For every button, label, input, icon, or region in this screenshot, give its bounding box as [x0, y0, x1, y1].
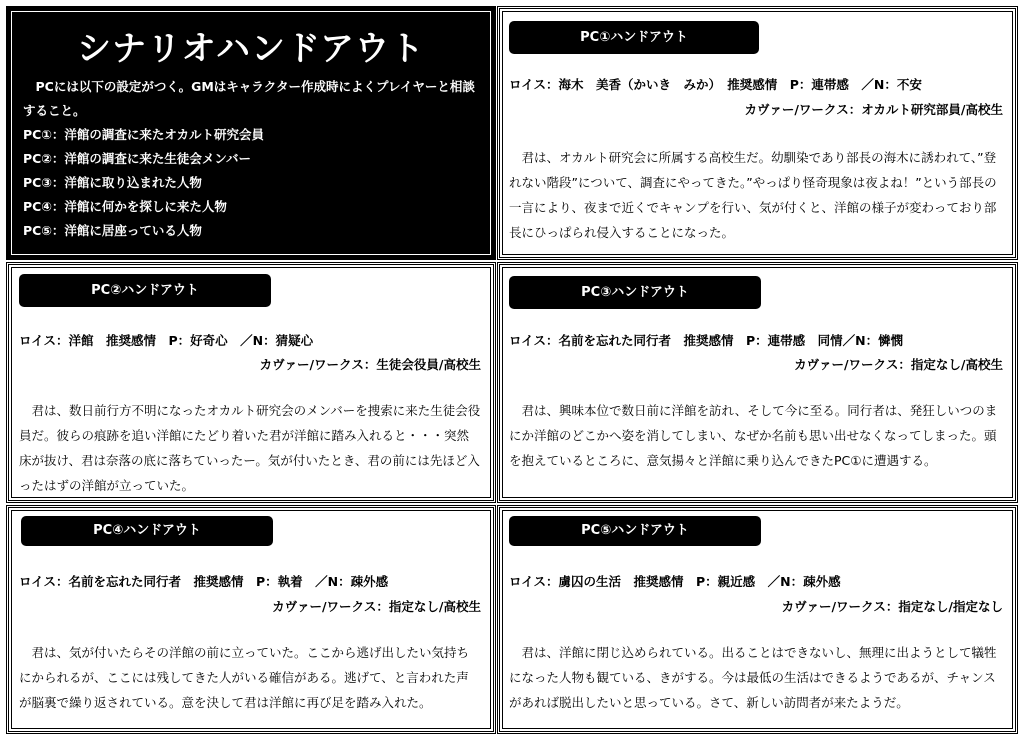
handout-pc3-lois: ロイス：名前を忘れた同行者 推奨感情 P：連帯感 同情／N：憐憫 — [509, 333, 904, 348]
intro-title: シナリオハンドアウト — [77, 29, 425, 69]
handout-pc1-title: PC①ハンドアウト — [509, 21, 759, 54]
handout-pc4-lois: ロイス：名前を忘れた同行者 推奨感情 P：執着 ／N：疎外感 — [19, 574, 389, 589]
handout-pc5 — [497, 505, 1018, 734]
handout-pc4-title: PC④ハンドアウト — [21, 516, 273, 546]
intro-panel — [6, 6, 496, 260]
intro-item-2: PC②：洋館の調査に来た生徒会メンバー — [23, 151, 252, 166]
handout-pc2-text: 君は、数日前行方不明になったオカルト研究会のメンバーを捜索に来た生徒会役員だ。彼らの痕跡を追い洋館にたどり着いた君が洋館に踏み入れると・・・突然床が抜け、君は奈落の底に落ちていったー。気が付いたとき、君の前には先ほど入ったはずの洋館が立っていた。 — [19, 403, 481, 493]
handout-pc5-title: PC⑤ハンドアウト — [509, 516, 761, 546]
handout-pc5-lois: ロイス：虜囚の生活 推奨感情 P：親近感 ／N：疎外感 — [509, 574, 841, 589]
handout-pc4-cover: カヴァー/ワークス：指定なし/高校生 — [272, 599, 481, 614]
handout-pc3-title: PC③ハンドアウト — [509, 276, 761, 309]
handout-pc3 — [497, 262, 1018, 503]
handout-pc1-lois: ロイス：海木 美香（かいき みか） 推奨感情 P：連帯感 ／N：不安 — [509, 77, 922, 92]
handout-pc2 — [6, 262, 496, 503]
handout-pc3-text: 君は、興味本位で数日前に洋館を訪れ、そして今に至る。同行者は、発狂しいつのまにか洋館のどこかへ姿を消してしまい、なぜか名前も思い出せなくなってしまった。頭を抱えているところに、意気揚々と洋館に乗り込んできたPC①に遭遇する。 — [509, 403, 998, 468]
handout-pc1-cover: カヴァー/ワークス：オカルト研究部員/高校生 — [744, 102, 1003, 117]
handout-pc1-text: 君は、オカルト研究会に所属する高校生だ。幼馴染であり部長の海木に誘われて、”登れない階段”について、調査にやってきた。”やっぱり怪奇現象は夜よね！”という部長の一言により、夜まで近くでキャンプを行い、気が付くと、洋館の様子が変わっており部長にひっぱられ侵入することになった。 — [509, 150, 997, 240]
intro-item-3: PC③：洋館に取り込まれた人物 — [23, 175, 202, 190]
intro-item-5: PC⑤：洋館に居座っている人物 — [23, 223, 202, 238]
intro-item-1: PC①：洋館の調査に来たオカルト研究会員 — [23, 127, 265, 142]
handout-pc1 — [497, 6, 1018, 260]
handout-pc5-cover: カヴァー/ワークス：指定なし/指定なし — [781, 599, 1003, 614]
handout-pc5-text: 君は、洋館に閉じ込められている。出ることはできないし、無理に出ようとして犠牲になった人物も観ている、きがする。今は最低の生活はできるようであるが、チャンスがあれば脱出したいと思っている。さて、新しい訪問者が来たようだ。 — [509, 645, 997, 710]
intro-item-4: PC④：洋館に何かを探しに来た人物 — [23, 199, 227, 214]
handout-pc4 — [6, 505, 496, 734]
handout-pc2-title: PC②ハンドアウト — [19, 274, 271, 307]
handout-pc3-cover: カヴァー/ワークス：指定なし/高校生 — [794, 357, 1003, 372]
handout-pc2-lois: ロイス：洋館 推奨感情 P：好奇心 ／N：猜疑心 — [19, 333, 314, 348]
intro-note: PCには以下の設定がつく。GMはキャラクター作成時によくプレイヤーと相談すること。 — [23, 79, 475, 118]
handout-pc4-text: 君は、気が付いたらその洋館の前に立っていた。ここから逃げ出したい気持ちにかられるが、ここには残してきた人がいる確信がある。逃げて、と言われた声が脳裏で繰り返されている。意を決して君は洋館に再び足を踏み入れた。 — [19, 645, 470, 710]
intro-body — [23, 75, 485, 243]
handout-pc2-cover: カヴァー/ワークス：生徒会役員/高校生 — [259, 357, 481, 372]
